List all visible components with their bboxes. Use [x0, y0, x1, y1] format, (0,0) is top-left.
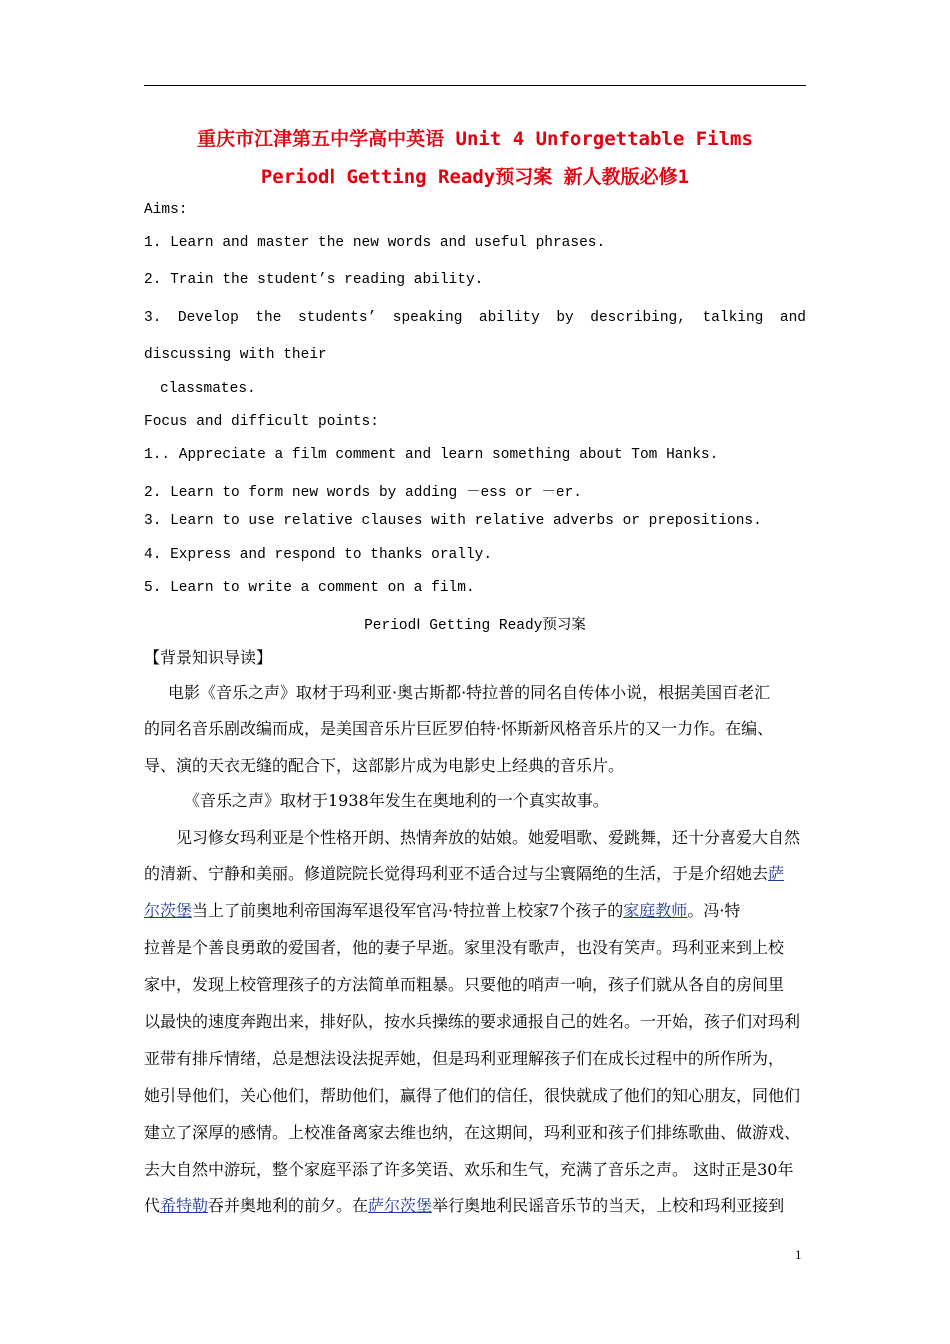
bg-p3-line11: [144, 1193, 784, 1216]
focus-item-4: 4. Express and respond to thanks orally.: [144, 547, 493, 563]
bg-p3-line2: [144, 861, 784, 884]
bg-p2: 《音乐之声》取材于1938年发生在奥地利的一个真实故事。: [184, 791, 609, 810]
bg-p3-line7: 亚带有排斥情绪，总是想法设法捉弄她，但是玛利亚理解孩子们在成长过程中的所作所为，: [144, 1049, 785, 1068]
bg-p3-line6: 以最快的速度奔跑出来，排好队，按水兵操练的要求通报自己的姓名。一开始，孩子们对玛利: [144, 1012, 801, 1031]
aims-item-1: 1. Learn and master the new words and useful phrases.: [144, 235, 606, 251]
governess-link[interactable]: 家庭教师: [623, 901, 688, 920]
focus-item-1: 1.. Appreciate a film comment and learn something about Tom Hanks.: [144, 447, 719, 463]
bg-p1-line3: 导、演的天衣无缝的配合下，这部影片成为电影史上经典的音乐片。: [144, 756, 625, 775]
salzburg-link-part1[interactable]: 萨: [768, 864, 785, 883]
focus-heading: Focus and difficult points:: [144, 414, 379, 430]
salzburg-link-2[interactable]: 萨尔茨堡: [368, 1196, 433, 1215]
aims-item-2: 2. Train the student’s reading ability.: [144, 272, 484, 288]
aims-item-3-line2: discussing with their: [144, 347, 327, 363]
aims-heading: Aims:: [144, 202, 188, 218]
page-number: 1: [795, 1247, 802, 1262]
bg-p1-line2: 的同名音乐剧改编而成，是美国音乐片巨匠罗伯特·怀斯新风格音乐片的又一力作。在编、: [144, 719, 774, 738]
header-rule: [144, 85, 806, 86]
bg-p3-line3-text: 当上了前奥地利帝国海军退役军官冯·特拉普上校家7个孩子的: [192, 901, 624, 920]
bg-p3-line4: 拉普是个善良勇敢的爱国者，他的妻子早逝。家里没有歌声，也没有笑声。玛利亚来到上校: [144, 938, 785, 957]
bg-p3-line5: 家中，发现上校管理孩子的方法简单而粗暴。只要他的哨声一响，孩子们就从各自的房间里: [144, 975, 785, 994]
document-title-line2: PeriodⅠ Getting Ready预习案 新人教版必修1: [260, 166, 690, 188]
bg-p3-line8: 她引导他们，关心他们，帮助他们，赢得了他们的信任，很快就成了他们的知心朋友，同他们: [144, 1086, 801, 1105]
hitler-link[interactable]: 希特勒: [160, 1196, 209, 1215]
bg-p3-line11-text: 代: [144, 1196, 161, 1215]
aims-item-3-line1: 3. Develop the students’ speaking ability by describing, talking and: [144, 310, 806, 326]
aims-item-3-line3: classmates.: [160, 381, 256, 397]
bg-p3-line9: 建立了深厚的感情。上校准备离家去维也纳，在这期间，玛利亚和孩子们排练歌曲、做游戏、: [144, 1123, 801, 1142]
focus-item-2: 2. Learn to form new words by adding －ess or －er.: [144, 485, 582, 501]
bg-p3-line11-mid: 吞并奥地利的前夕。在: [208, 1196, 369, 1215]
background-heading: 【背景知识导读】: [144, 648, 273, 667]
bg-p3-line11-tail: 举行奥地利民谣音乐节的当天，上校和玛利亚接到: [432, 1196, 785, 1215]
bg-p3-line3: [144, 898, 740, 921]
bg-p3-line1: 见习修女玛利亚是个性格开朗、热情奔放的姑娘。她爱唱歌、爱跳舞，还十分喜爱大自然: [176, 828, 801, 847]
document-title-line1: 重庆市江津第五中学高中英语 Unit 4 Unforgettable Films: [197, 128, 753, 150]
salzburg-link-part2[interactable]: 尔茨堡: [144, 901, 193, 920]
bg-p3-line2-text: 的清新、宁静和美丽。修道院院长觉得玛利亚不适合过与尘寰隔绝的生活，于是介绍她去: [144, 864, 769, 883]
focus-item-3: 3. Learn to use relative clauses with relative adverbs or prepositions.: [144, 513, 762, 529]
bg-p3-line10: 去大自然中游玩，整个家庭平添了许多笑语、欢乐和生气，充满了音乐之声。 这时正是30年: [144, 1160, 794, 1179]
bg-p3-line3-tail: 。冯·特: [687, 901, 741, 920]
focus-item-5: 5. Learn to write a comment on a film.: [144, 580, 475, 596]
bg-p1-line1: 电影《音乐之声》取材于玛利亚·奥古斯都·特拉普的同名自传体小说，根据美国百老汇: [168, 683, 771, 702]
section-title: PeriodⅠ Getting Ready预习案: [364, 618, 586, 634]
